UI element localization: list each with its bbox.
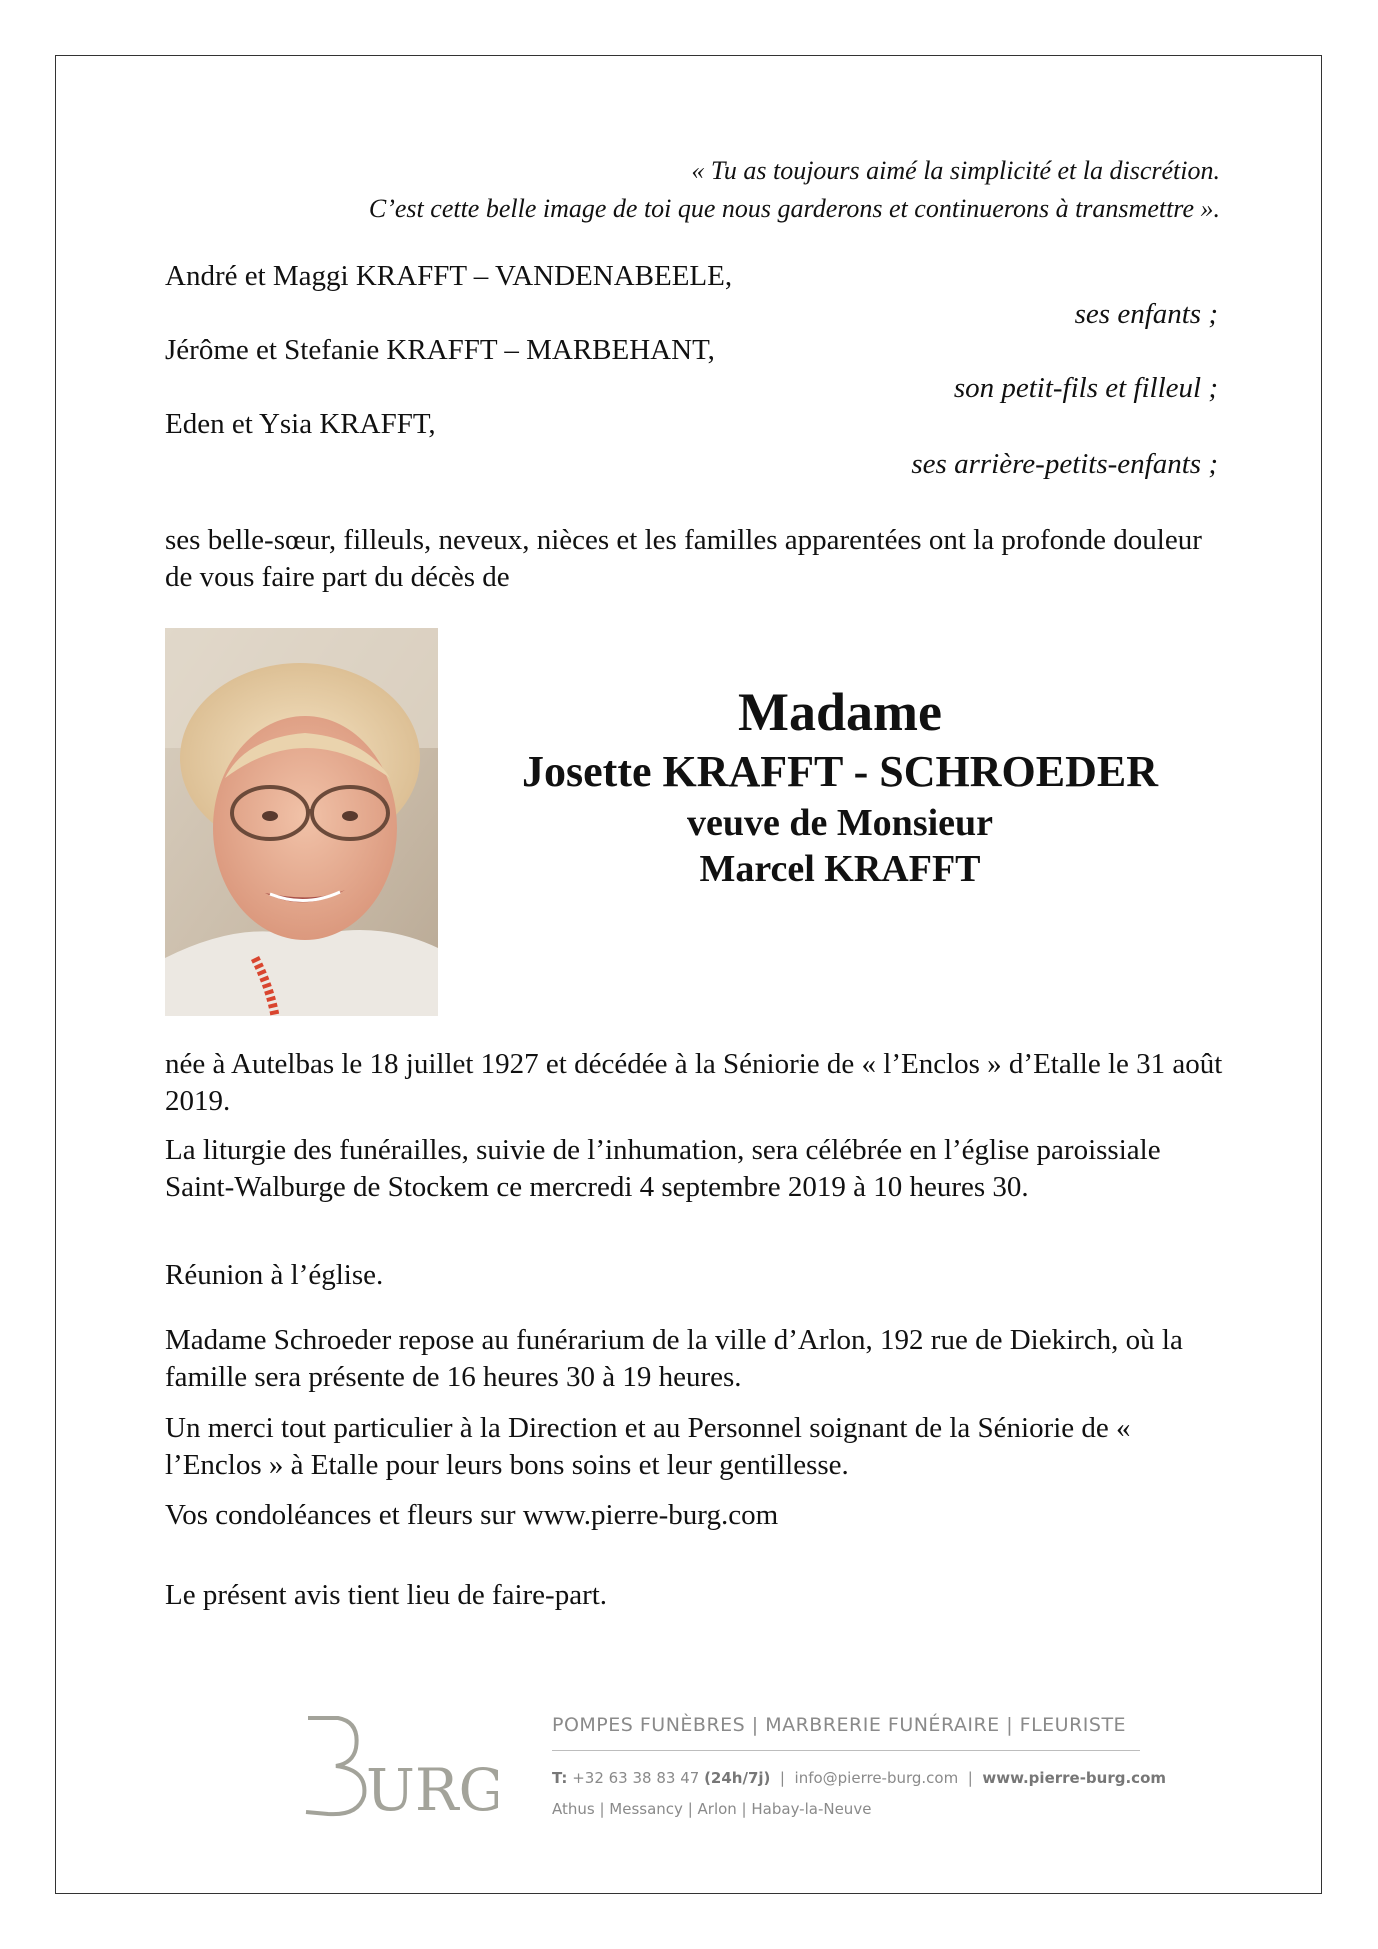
footer-website[interactable]: www.pierre-burg.com [982, 1769, 1167, 1787]
deceased-name: Josette KRAFFT - SCHROEDER [522, 747, 1158, 796]
family-role-2: son petit-fils et filleul ; [953, 372, 1218, 404]
birth-death-paragraph: née à Autelbas le 18 juillet 1927 et décédée à la Séniorie de « l’Enclos » d’Etalle le 31 août 2019. [165, 1048, 1223, 1117]
deceased-name-block [460, 680, 1220, 892]
notice-paragraph: Le présent avis tient lieu de faire-part. [165, 1579, 608, 1611]
footer-email[interactable]: info@pierre-burg.com [794, 1769, 959, 1787]
thanks-paragraph: Un merci tout particulier à la Direction et au Personnel soignant de la Séniorie de « l’Enclos » à Etalle pour leurs bons soins et leur gentillesse. [165, 1412, 1131, 1481]
phone-hours: (24h/7j) [704, 1769, 771, 1787]
phone-label: T: [552, 1769, 568, 1787]
widow-of-label: veuve de Monsieur [686, 802, 994, 844]
epigraph-quote [369, 152, 1220, 228]
condolences-paragraph: Vos condoléances et fleurs sur www.pierre-burg.com [165, 1499, 779, 1531]
phone-number: +32 63 38 83 47 [572, 1769, 700, 1787]
family-role-1: ses enfants ; [1074, 298, 1218, 330]
meeting-paragraph: Réunion à l’église. [165, 1259, 384, 1291]
footer-contact: T: +32 63 38 83 47 (24h/7j) | info@pierre-burg.com | www.pierre-burg.com [552, 1769, 1167, 1787]
footer-locations: Athus | Messancy | Arlon | Habay-la-Neuve [552, 1800, 872, 1818]
funerarium-paragraph: Madame Schroeder repose au funérarium de la ville d’Arlon, 192 rue de Diekirch, où la famille sera présente de 16 heures 30 à 19 heures. [165, 1324, 1183, 1393]
quote-line-1: « Tu as toujours aimé la simplicité et la discrétion. [691, 156, 1220, 185]
intro-text: ses belle-sœur, filleuls, neveux, nièces et les familles apparentées ont la profonde douleur de vous faire part du décès de [165, 524, 1202, 593]
deceased-title: Madame [738, 682, 942, 742]
family-names-2: Jérôme et Stefanie KRAFFT – MARBEHANT, [165, 334, 715, 366]
family-role-3: ses arrière-petits-enfants ; [911, 448, 1218, 480]
quote-line-2: C’est cette belle image de toi que nous garderons et continuerons à transmettre ». [368, 194, 1220, 223]
burg-logo [298, 1708, 498, 1823]
spouse-name: Marcel KRAFFT [699, 848, 981, 890]
funeral-paragraph: La liturgie des funérailles, suivie de l’inhumation, sera célébrée en l’église paroissiale Saint-Walburge de Stockem ce mercredi 4 septembre 2019 à 10 heures 30. [165, 1134, 1161, 1203]
deceased-portrait [165, 628, 438, 1016]
footer-services: POMPES FUNÈBRES | MARBRERIE FUNÉRAIRE | FLEURISTE [552, 1714, 1127, 1736]
family-names-3: Eden et Ysia KRAFFT, [165, 408, 436, 440]
footer-divider [552, 1750, 1140, 1751]
family-names-1: André et Maggi KRAFFT – VANDENABEELE, [165, 260, 733, 292]
svg-text:URG: URG [366, 1756, 498, 1818]
